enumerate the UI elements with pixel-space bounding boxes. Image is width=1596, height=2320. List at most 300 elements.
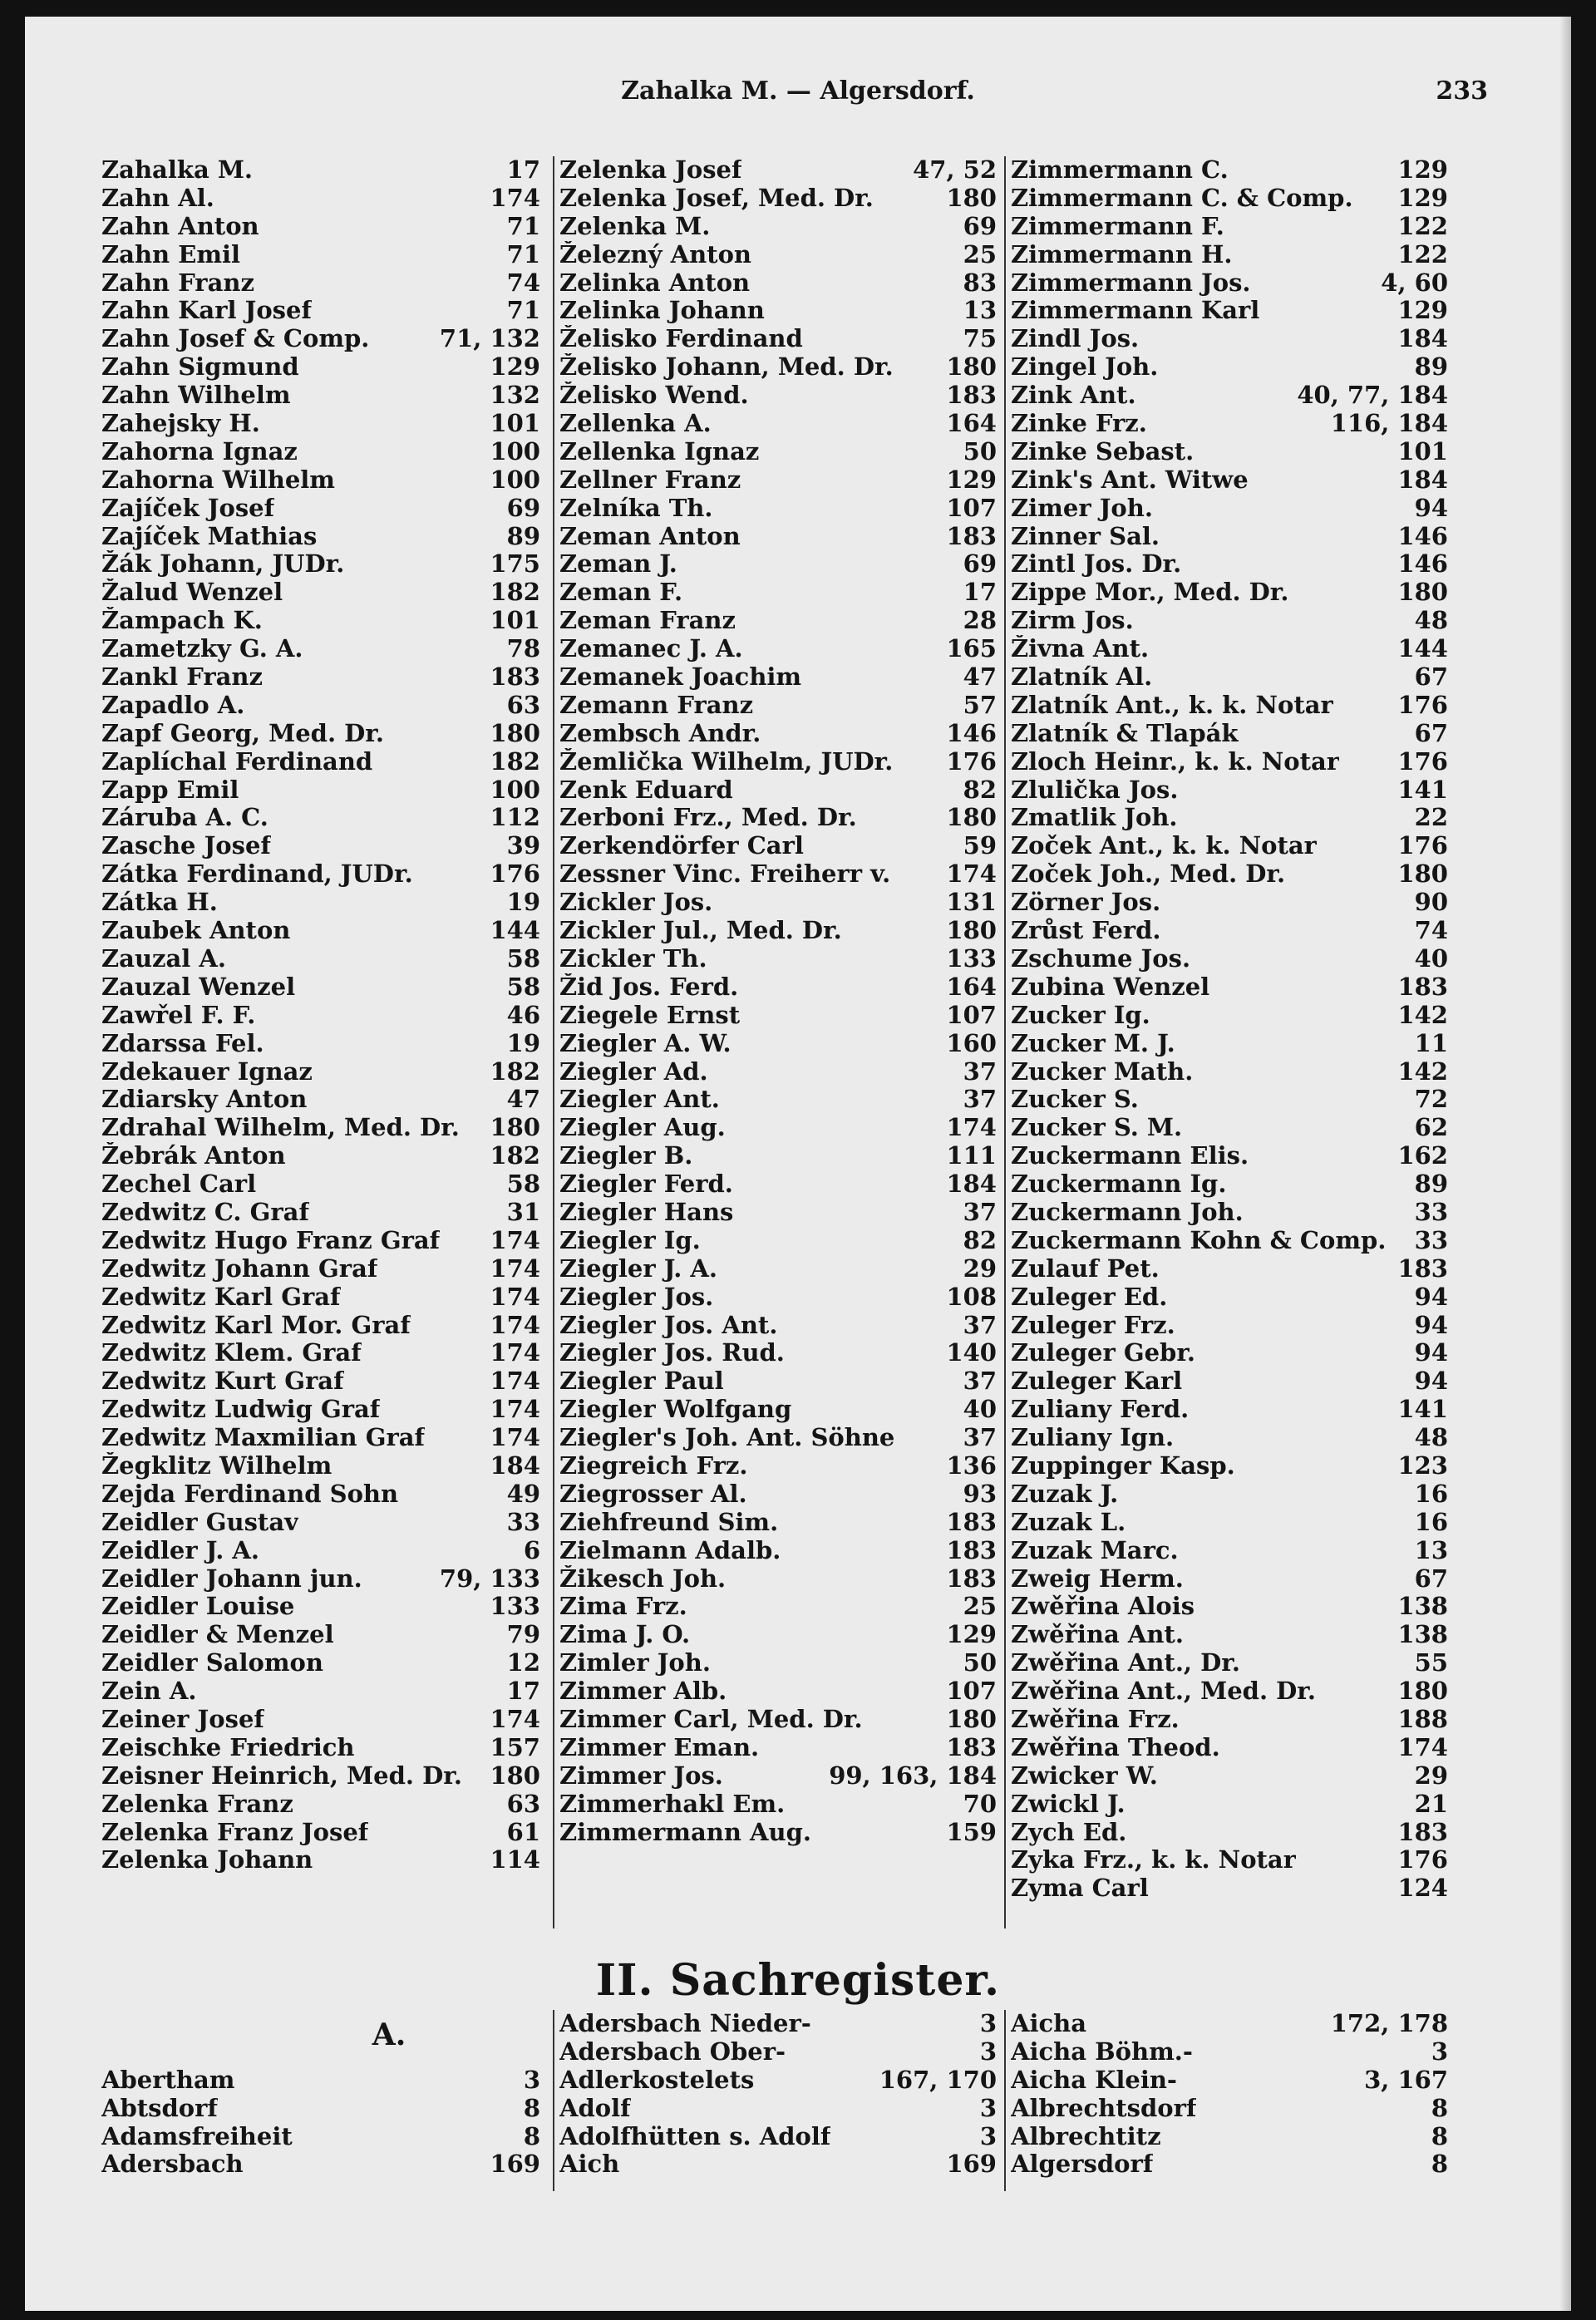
entry-name: Zahn Karl Josef [101,297,312,325]
entry-name: Adersbach [101,2150,244,2179]
entry-name: Zmatlik Joh. [1011,804,1178,832]
index-entry [559,1312,1000,1340]
entry-page-refs: 174 [490,1423,540,1452]
entry-name: Adersbach Ober- [559,2037,786,2066]
entry-page-refs: 94 [1414,1338,1448,1367]
index-entry [101,1677,544,1706]
entry-page-refs: 146 [946,718,997,747]
index-entry [101,1086,544,1114]
entry-name: Zdekauer Ignaz [101,1057,313,1086]
entry-name: Zuckermann Ig. [1011,1170,1227,1199]
entry-name: Zucker Ig. [1011,1001,1150,1029]
entry-page-refs: 49 [506,1479,540,1508]
index-entry [101,889,544,917]
index-entry [101,2123,544,2151]
index-entry [1011,185,1451,213]
entry-page-refs: 3 [979,2093,997,2122]
index-entry [559,1762,1000,1790]
index-entry [101,353,544,382]
entry-name: Živna Ant. [1011,635,1150,663]
index-entry [1011,2123,1451,2151]
entry-page-refs: 83 [963,268,997,297]
index-entry [559,1339,1000,1367]
entry-name: Ziegler Jos. Ant. [559,1311,778,1339]
entry-page-refs: 174 [490,1225,540,1254]
index-entry [101,607,544,635]
entry-page-refs: 123 [1397,1451,1448,1480]
entry-name: Zima Frz. [559,1593,687,1621]
entry-page-refs: 183 [946,1535,997,1564]
index-entry [101,945,544,973]
entry-page-refs: 129 [490,352,540,382]
index-entry [101,1170,544,1199]
entry-page-refs: 50 [963,436,997,465]
entry-name: Zinner Sal. [1011,522,1160,550]
entry-name: Zelinka Johann [559,297,765,325]
entry-page-refs: 47 [963,663,997,692]
index-entry [101,466,544,495]
entry-name: Zapp Emil [101,776,239,804]
index-entry [101,1030,544,1058]
entry-page-refs: 8 [1431,2121,1448,2150]
index-entry [559,1086,1000,1114]
index-entry [101,1114,544,1142]
index-entry [101,1199,544,1227]
entry-page-refs: 174 [490,1704,540,1733]
entry-name: Zink's Ant. Witwe [1011,465,1249,494]
index-entry [1011,523,1451,551]
index-entry [1011,1227,1451,1255]
entry-page-refs: 75 [963,324,997,353]
name-register-column-2 [553,156,1000,1928]
index-entry [1011,1537,1451,1565]
index-entry [1011,1649,1451,1677]
index-entry [1011,1339,1451,1367]
entry-name: Zimmermann F. [1011,212,1224,240]
entry-name: Zeman J. [559,550,677,579]
entry-name: Žampach K. [101,607,263,635]
index-entry [559,213,1000,241]
index-entry [559,410,1000,438]
entry-name: Albrechtsdorf [1011,2094,1197,2122]
index-entry [1011,776,1451,805]
entry-page-refs: 59 [963,831,997,860]
entry-name: Zelenka M. [559,212,711,240]
entry-page-refs: 180 [946,916,997,945]
entry-name: Zych Ed. [1011,1818,1127,1846]
index-entry [559,353,1000,382]
index-entry [559,1537,1000,1565]
entry-name: Zirm Jos. [1011,607,1134,635]
entry-name: Zucker S. M. [1011,1114,1183,1142]
index-entry [101,1367,544,1396]
index-entry [101,1509,544,1537]
index-entry [101,410,544,438]
entry-page-refs: 58 [506,1170,540,1199]
entry-page-refs: 25 [963,1592,997,1621]
entry-name: Želisko Johann, Med. Dr. [559,353,894,382]
index-entry [101,1339,544,1367]
entry-name: Zedwitz Karl Graf [101,1283,341,1311]
entry-page-refs: 78 [506,634,540,663]
entry-name: Zdrahal Wilhelm, Med. Dr. [101,1114,460,1142]
index-entry [101,438,544,466]
entry-page-refs: 180 [1397,1677,1448,1706]
entry-page-refs: 69 [506,493,540,522]
entry-name: Zuleger Karl [1011,1367,1183,1396]
entry-name: Zlulička Jos. [1011,776,1179,804]
entry-page-refs: 169 [490,2150,540,2179]
entry-page-refs: 58 [506,943,540,973]
index-entry [101,1283,544,1312]
entry-page-refs: 33 [506,1507,540,1536]
entry-page-refs: 175 [490,549,540,579]
entry-name: Zschume Jos. [1011,944,1191,973]
entry-name: Zametzky G. A. [101,635,303,663]
index-entry [101,1593,544,1621]
entry-name: Adersbach Nieder- [559,2010,811,2037]
index-entry [559,889,1000,917]
entry-page-refs: 48 [1414,606,1448,635]
entry-name: Zippe Mor., Med. Dr. [1011,579,1289,607]
entry-page-refs: 183 [946,1507,997,1536]
index-entry [101,1706,544,1734]
entry-page-refs: 8 [1431,2093,1448,2122]
index-entry [101,2066,544,2095]
entry-name: Zerkendörfer Carl [559,832,804,860]
entry-page-refs: 129 [946,465,997,494]
index-entry [559,523,1000,551]
entry-page-refs: 3 [523,2065,540,2094]
index-entry [101,185,544,213]
index-entry [559,917,1000,945]
index-entry [101,1396,544,1424]
entry-name: Zucker M. J. [1011,1029,1175,1057]
entry-name: Zaubek Anton [101,917,291,945]
entry-page-refs: 94 [1414,493,1448,522]
entry-name: Zuckermann Elis. [1011,1142,1249,1170]
index-entry [559,720,1000,748]
entry-page-refs: 47, 52 [913,155,997,184]
index-entry [559,1199,1000,1227]
index-entry [559,1706,1000,1734]
entry-name: Zuleger Frz. [1011,1311,1175,1339]
entry-page-refs: 174 [490,1367,540,1396]
entry-name: Zeman Franz [559,607,736,635]
index-entry [559,776,1000,805]
entry-page-refs: 13 [1414,1535,1448,1564]
entry-name: Ziegler Aug. [559,1114,726,1142]
entry-name: Zedwitz Johann Graf [101,1254,378,1283]
index-entry [559,1509,1000,1537]
entry-page-refs: 4, 60 [1381,268,1448,297]
entry-page-refs: 136 [946,1451,997,1480]
entry-page-refs: 176 [1397,690,1448,719]
index-entry [101,748,544,776]
entry-name: Zlatník Ant., k. k. Notar [1011,691,1333,719]
index-entry [1011,1199,1451,1227]
entry-page-refs: 174 [490,1254,540,1283]
entry-page-refs: 162 [1397,1141,1448,1170]
entry-page-refs: 108 [946,1282,997,1311]
entry-page-refs: 99, 163, 184 [829,1761,997,1790]
entry-name: Zelenka Franz Josef [101,1818,369,1846]
section-title: II. Sachregister. [595,1955,1001,2006]
entry-page-refs: 144 [1397,634,1448,663]
entry-name: Zima J. O. [559,1621,691,1649]
index-entry [1011,607,1451,635]
index-entry [559,1424,1000,1452]
entry-page-refs: 107 [946,1677,997,1706]
entry-page-refs: 176 [1397,1845,1448,1874]
entry-name: Zuleger Gebr. [1011,1339,1196,1367]
entry-page-refs: 37 [963,1197,997,1226]
entry-page-refs: 13 [963,296,997,325]
index-entry [1011,692,1451,720]
entry-page-refs: 184 [1397,465,1448,494]
entry-name: Aicha Böhm.- [1011,2037,1193,2066]
entry-name: Žebrák Anton [101,1142,286,1170]
entry-name: Zwickl J. [1011,1790,1126,1818]
entry-name: Zahn Emil [101,240,241,268]
index-entry [1011,2095,1451,2123]
entry-page-refs: 112 [490,803,540,832]
index-entry [101,2095,544,2123]
entry-name: Záruba A. C. [101,804,268,832]
index-entry [101,776,544,805]
index-entry [559,2095,1000,2123]
entry-page-refs: 182 [490,746,540,776]
entry-page-refs: 82 [963,775,997,804]
index-entry [1011,1706,1451,1734]
entry-page-refs: 3 [979,2037,997,2066]
index-entry [1011,1114,1451,1142]
entry-page-refs: 40 [1414,943,1448,973]
index-entry [559,692,1000,720]
entry-name: Zimmer Eman. [559,1733,760,1761]
entry-name: Zelenka Josef [559,156,742,184]
entry-page-refs: 57 [963,690,997,719]
index-entry [1011,1509,1451,1537]
index-entry [559,1565,1000,1593]
entry-name: Zemann Franz [559,691,754,719]
entry-name: Zyka Frz., k. k. Notar [1011,1846,1297,1874]
entry-page-refs: 176 [946,746,997,776]
entry-name: Zoček Ant., k. k. Notar [1011,832,1317,860]
entry-page-refs: 174 [490,1338,540,1367]
entry-name: Zedwitz Hugo Franz Graf [101,1226,441,1254]
entry-name: Zwěřina Ant., Dr. [1011,1649,1240,1677]
entry-page-refs: 3 [979,2009,997,2037]
entry-page-refs: 176 [490,860,540,889]
entry-page-refs: 16 [1414,1479,1448,1508]
entry-page-refs: 180 [1397,578,1448,607]
index-entry [1011,1593,1451,1621]
entry-page-refs: 184 [490,1451,540,1480]
entry-name: Zimler Joh. [559,1649,711,1677]
entry-page-refs: 182 [490,1141,540,1170]
index-entry [1011,663,1451,692]
index-entry [1011,325,1451,353]
index-entry [101,382,544,410]
subject-column-1-entries [101,2066,544,2180]
index-entry [1011,1621,1451,1649]
index-entry [1011,1452,1451,1480]
index-entry [559,748,1000,776]
entry-name: Zwěřina Frz. [1011,1705,1180,1733]
entry-page-refs: 146 [1397,549,1448,579]
entry-name: Zenk Eduard [559,776,733,804]
entry-page-refs: 89 [1414,1170,1448,1199]
entry-name: Zoček Joh., Med. Dr. [1011,860,1286,889]
entry-name: Železný Anton [559,240,751,268]
entry-name: Zasche Josef [101,832,271,860]
entry-name: Zessner Vinc. Freiherr v. [559,860,891,889]
entry-page-refs: 94 [1414,1310,1448,1339]
entry-page-refs: 183 [946,1732,997,1761]
index-entry [1011,297,1451,325]
entry-page-refs: 47 [506,1085,540,1114]
entry-name: Zedwitz C. Graf [101,1198,309,1226]
entry-page-refs: 100 [490,465,540,494]
index-entry [101,1058,544,1086]
entry-page-refs: 100 [490,775,540,804]
entry-name: Žalud Wenzel [101,579,283,607]
entry-name: Ziegreich Frz. [559,1451,748,1480]
index-entry [559,438,1000,466]
entry-name: Zingel Joh. [1011,353,1159,382]
index-entry [559,2150,1000,2179]
index-entry [559,1819,1000,1847]
entry-page-refs: 31 [506,1197,540,1226]
index-entry [101,635,544,663]
entry-name: Zeidler Johann jun. [101,1564,362,1593]
letter-heading: A. [372,2017,406,2052]
entry-name: Aicha [1011,2010,1087,2037]
index-entry [1011,1762,1451,1790]
entry-name: Zajíček Mathias [101,522,318,550]
entry-name: Zerboni Frz., Med. Dr. [559,804,857,832]
index-entry [101,325,544,353]
entry-name: Zuckermann Kohn & Comp. [1011,1226,1387,1254]
entry-name: Zeidler Gustav [101,1508,298,1536]
entry-name: Zeidler Louise [101,1593,295,1621]
entry-page-refs: 172, 178 [1330,2009,1448,2037]
index-entry [1011,635,1451,663]
entry-page-refs: 142 [1397,1057,1448,1086]
entry-name: Zwěřina Alois [1011,1593,1195,1621]
index-entry [1011,579,1451,607]
entry-page-refs: 94 [1414,1282,1448,1311]
book-page [25,17,1571,2311]
index-entry [559,1170,1000,1199]
index-entry [1011,466,1451,495]
entry-page-refs: 167, 170 [879,2065,997,2094]
index-entry [559,2010,1000,2038]
index-entry [1011,1480,1451,1509]
index-entry [101,1565,544,1593]
entry-page-refs: 180 [1397,860,1448,889]
index-entry [101,1537,544,1565]
entry-page-refs: 29 [1414,1761,1448,1790]
entry-page-refs: 28 [963,606,997,635]
entry-name: Ziegler Ig. [559,1226,701,1254]
entry-page-refs: 122 [1397,239,1448,268]
index-entry [559,579,1000,607]
entry-name: Ziegler Hans [559,1198,734,1226]
entry-page-refs: 67 [1414,663,1448,692]
entry-name: Zimmer Alb. [559,1677,727,1706]
index-entry [101,523,544,551]
index-entry [101,720,544,748]
index-entry [559,1621,1000,1649]
index-entry [101,917,544,945]
entry-page-refs: 174 [490,1395,540,1424]
entry-name: Ziegele Ernst [559,1001,741,1029]
index-entry [101,1480,544,1509]
entry-page-refs: 55 [1414,1648,1448,1677]
index-entry [559,1649,1000,1677]
entry-name: Zahn Franz [101,268,254,297]
index-entry [1011,889,1451,917]
entry-name: Adolf [559,2094,631,2122]
entry-page-refs: 40, 77, 184 [1297,381,1448,410]
entry-page-refs: 141 [1397,775,1448,804]
index-entry [1011,1002,1451,1030]
entry-page-refs: 19 [506,1028,540,1057]
index-entry [559,241,1000,269]
index-entry [1011,917,1451,945]
entry-page-refs: 140 [946,1338,997,1367]
entry-name: Zátka H. [101,889,218,917]
entry-page-refs: 184 [946,1170,997,1199]
entry-name: Zejda Ferdinand Sohn [101,1480,399,1508]
entry-page-refs: 94 [1414,1367,1448,1396]
index-entry [1011,748,1451,776]
index-entry [101,297,544,325]
index-entry [1011,1424,1451,1452]
index-entry [559,382,1000,410]
entry-name: Zimmermann Karl [1011,297,1260,325]
entry-name: Zintl Jos. Dr. [1011,550,1182,579]
entry-page-refs: 63 [506,690,540,719]
entry-name: Zeman F. [559,579,683,607]
entry-page-refs: 116, 184 [1330,409,1448,438]
running-title: Zahalka M. — Algersdorf. [621,76,975,106]
entry-page-refs: 12 [506,1648,540,1677]
index-entry [559,2038,1000,2066]
entry-page-refs: 72 [1414,1085,1448,1114]
index-entry [1011,1677,1451,1706]
index-entry [1011,1819,1451,1847]
index-entry [559,607,1000,635]
index-entry [559,1002,1000,1030]
entry-name: Zimmer Carl, Med. Dr. [559,1705,863,1733]
entry-page-refs: 169 [946,2150,997,2179]
entry-page-refs: 89 [506,521,540,550]
entry-name: Zlatník Al. [1011,663,1153,692]
index-entry [1011,1312,1451,1340]
index-entry [1011,1058,1451,1086]
entry-page-refs: 180 [490,1113,540,1142]
index-entry [559,860,1000,889]
name-register-column-1 [101,156,544,1928]
entry-name: Zahalka M. [101,156,254,184]
entry-name: Zahorna Wilhelm [101,465,335,494]
entry-name: Zyma Carl [1011,1874,1149,1903]
entry-name: Ziegler J. A. [559,1254,718,1283]
entry-name: Ziegrosser Al. [559,1480,747,1508]
